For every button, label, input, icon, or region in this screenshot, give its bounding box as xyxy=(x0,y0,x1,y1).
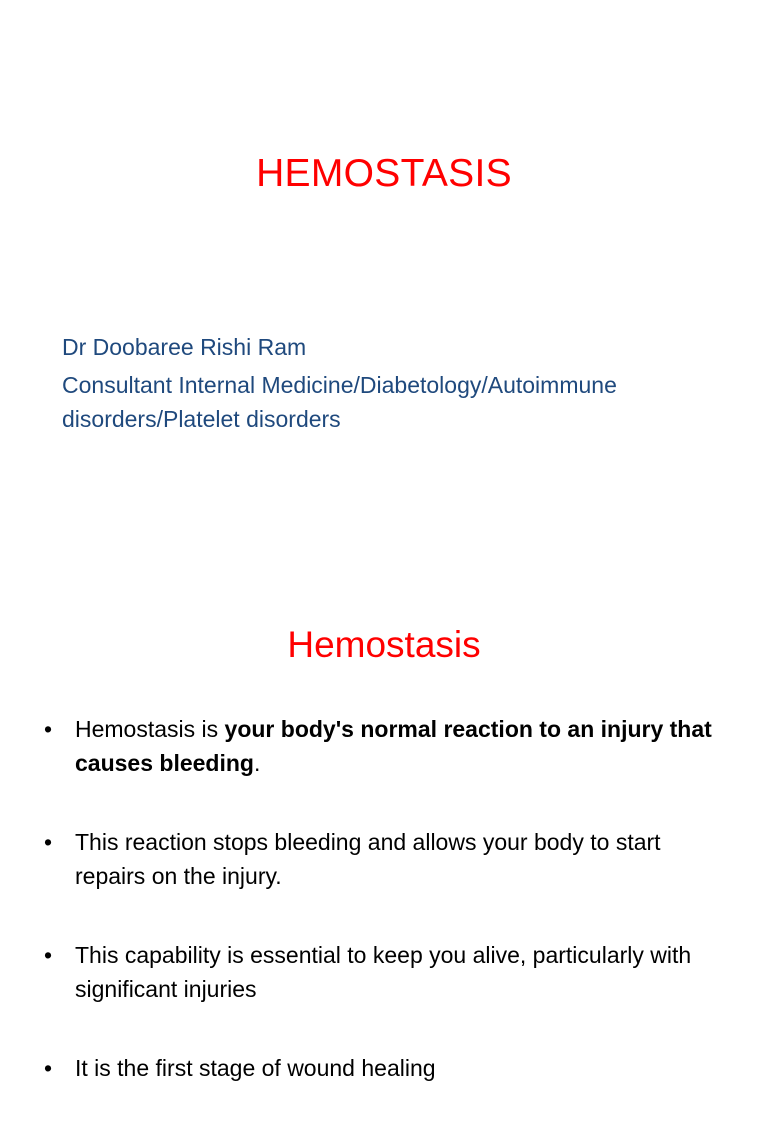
bullet-item xyxy=(40,712,720,780)
bullet-text-suffix: . xyxy=(253,750,261,776)
slide-hemostasis xyxy=(0,576,768,1081)
bullet-text-prefix: Hemostasis is xyxy=(75,716,225,742)
bullet-icon: • xyxy=(44,716,53,742)
bullet-item xyxy=(40,1051,720,1085)
bullet-text: This reaction stops bleeding and allows your body to start repairs on the injury. xyxy=(75,829,661,889)
slide-title: Hemostasis xyxy=(287,624,481,665)
bullet-item xyxy=(40,938,720,1006)
bullet-icon: • xyxy=(44,829,53,855)
bullet-item xyxy=(40,825,720,893)
bullet-list xyxy=(40,712,720,1130)
author-role: Consultant Internal Medicine/Diabetology/Autoimmune disorders/Platelet disorders xyxy=(62,372,617,432)
presentation-title: HEMOSTASIS xyxy=(256,152,512,195)
bullet-text-bold: your body's normal reaction to an injury that causes bleeding xyxy=(75,716,712,776)
bullet-icon: • xyxy=(44,942,53,968)
author-name: Dr Doobaree Rishi Ram xyxy=(62,334,307,360)
bullet-text: This capability is essential to keep you alive, particularly with significant injuries xyxy=(75,942,692,1002)
bullet-icon: • xyxy=(44,1055,53,1081)
bullet-text: It is the first stage of wound healing xyxy=(75,1055,436,1081)
author-block xyxy=(62,330,732,440)
